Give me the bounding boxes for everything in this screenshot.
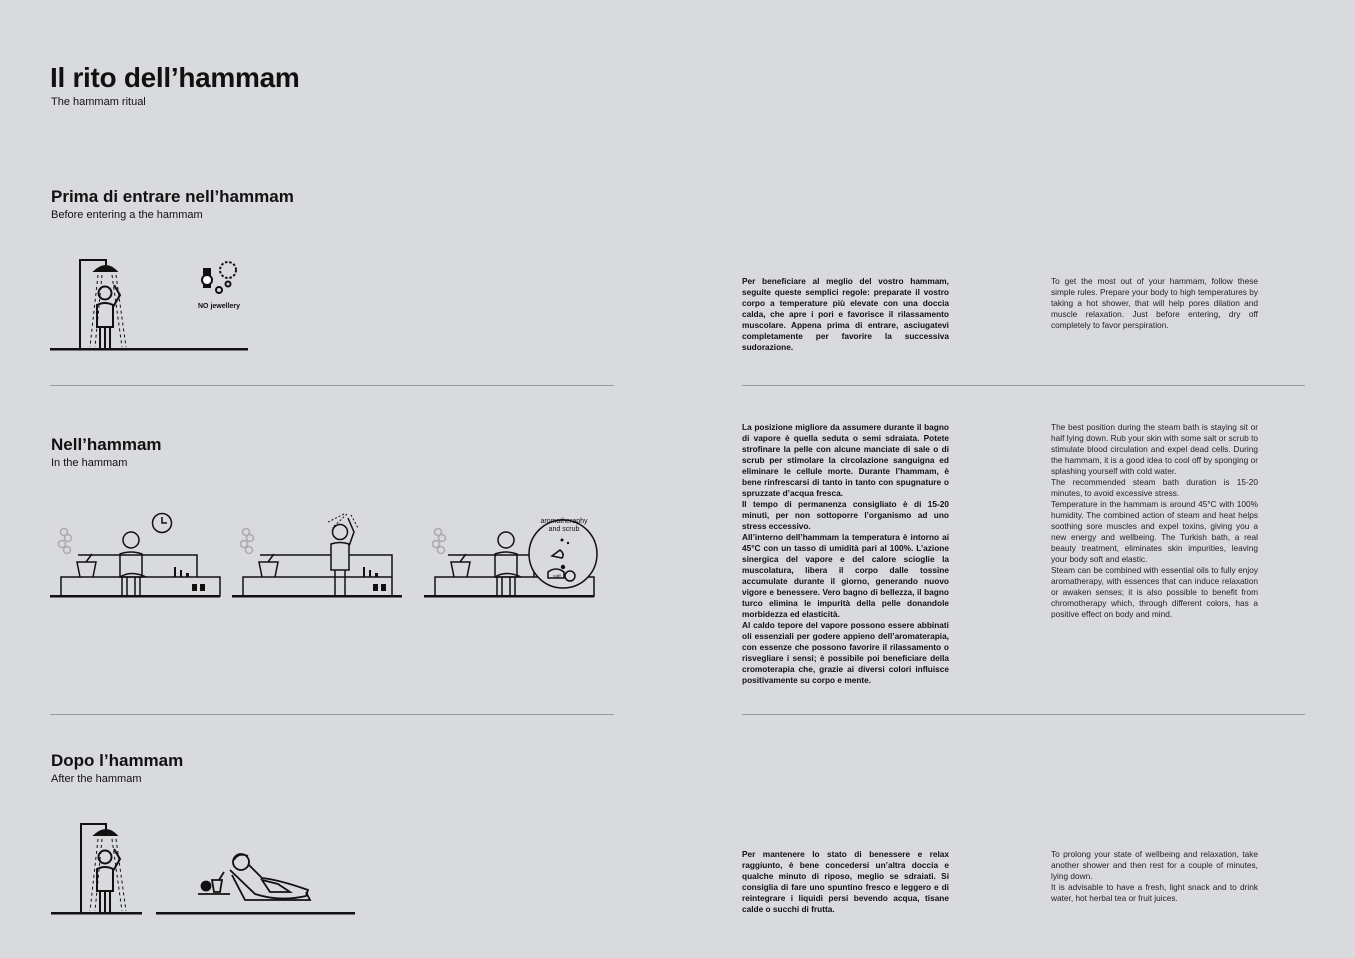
paragraph-en: Steam can be combined with essential oils to fully enjoy aromatherapy, with essences that can induce relaxation or awaken senses; it is also possible to benefit from chromotherapy which, through different colors, has a positive effect on body and mind. <box>1051 565 1258 619</box>
aromatherapy-label-line1: aromatheraphy <box>540 518 588 525</box>
aromatherapy-label <box>532 518 596 534</box>
section-after-text-en <box>1051 849 1258 904</box>
salt-label: salt <box>553 574 561 580</box>
paragraph-en: To get the most out of your hammam, follow these simple rules. Prepare your body to high temperatures by taking a hot shower, that will help pores dilation and muscle relaxation. Just before entering, dry off completely to favor perspiration. <box>1051 276 1258 330</box>
after-shower-rest-illustration <box>50 820 360 918</box>
standing-sponge-illustration <box>232 510 404 602</box>
seated-steam-illustration <box>50 510 222 602</box>
section-heading-after: Dopo l’hammam <box>51 751 184 770</box>
paragraph-it: Per mantenere lo stato di benessere e relax raggiunto, è bene concedersi un’altra doccia e qualche minuto di riposo, meglio se sdraiati. Si consiglia di fare uno spuntino fresco e leggero e di reintegrare i liquidi persi bevendo acqua, tisane calde o succhi di frutta. <box>742 849 949 914</box>
paragraph-it: Per beneficiare al meglio del vostro hammam, seguite queste semplici regole: preparate il vostro corpo a temperature più elevate con una doccia calda, che apre i pori e favorisce il rilassamento muscolare. Appena prima di entrare, asciugatevi completamente per favorire la successiva sudorazione. <box>742 276 949 352</box>
paragraph-it: La posizione migliore da assumere durante il bagno di vapore è quella seduta o semi sdraiata. Potete strofinare la pelle con alcune manciate di sale o di scrub per stimolare la circolazione sanguigna ed eliminare le cellule morte. Durante l’hammam, è bene rinfrescarsi di tanto in tanto con spugnature o spruzzate d’acqua fresca. <box>742 422 949 498</box>
paragraph-en: It is advisable to have a fresh, light snack and to drink water, hot herbal tea or fruit juices. <box>1051 882 1258 903</box>
divider <box>742 385 1305 386</box>
section-subheading-after: After the hammam <box>51 773 142 785</box>
section-in-text-it <box>742 422 949 686</box>
section-heading-in: Nell’hammam <box>51 435 162 454</box>
page-subtitle: The hammam ritual <box>51 96 146 108</box>
divider <box>50 385 614 386</box>
paragraph-it: All’interno dell’hammam la temperatura è intorno ai 45°C con un tasso di umidità pari al 100%. L’azione sinergica del vapore e del calore scioglie la muscolatura, libera il corpo dalle tossine accumulate durante il giorno, generando nuovo vigore e benessere. Vero bagno di bellezza, il bagno turco elimina le impurità della pelle donandole morbidezza ed elasticità. <box>742 532 949 619</box>
paragraph-en: To prolong your state of wellbeing and relaxation, take another shower and then rest for a couple of minutes, lying down. <box>1051 849 1258 881</box>
paragraph-en: Temperature in the hammam is around 45°C with 100% humidity. The combined action of steam and heat helps soothing sore muscles and expel toxins, giving you a new energy and wellbeing. The Turkish bath, a real beauty treatment, eliminates skin impurities, leaving your body soft and elastic. <box>1051 499 1258 564</box>
section-subheading-before: Before entering a the hammam <box>51 209 203 221</box>
page-title: Il rito dell’hammam <box>50 62 300 93</box>
paragraph-it: Il tempo di permanenza consigliato è di 15-20 minuti, per non sottoporre l’organismo ad uno stress eccessivo. <box>742 499 949 531</box>
section-in-text-en <box>1051 422 1258 620</box>
section-before-text-en <box>1051 276 1258 331</box>
section-subheading-in: In the hammam <box>51 457 128 469</box>
paragraph-it: Al caldo tepore del vapore possono essere abbinati oli essenziali per godere appieno dell’aromaterapia, con essenze che possono favorire il rilassamento o risvegliare i sensi; è possibile poi beneficiare della cromoterapia che, grazie ai diversi colori influisce positivamente su corpo e mente. <box>742 620 949 685</box>
no-jewellery-icon <box>195 256 247 296</box>
divider <box>742 714 1305 715</box>
no-jewellery-label: NO jewellery <box>198 303 241 310</box>
paragraph-en: The recommended steam bath duration is 15-20 minutes, to avoid excessive stress. <box>1051 477 1258 498</box>
section-heading-before: Prima di entrare nell’hammam <box>51 187 294 206</box>
divider <box>50 714 614 715</box>
section-before-text-it <box>742 276 949 353</box>
aromatherapy-label-line2: and scrub <box>548 526 580 533</box>
section-after-text-it <box>742 849 949 915</box>
paragraph-en: The best position during the steam bath is staying sit or half lying down. Rub your skin with some salt or scrub to stimulate blood circulation and expel dead cells. During the hammam, it is a good idea to cool off by sponging or splashing yourself with cold water. <box>1051 422 1258 476</box>
